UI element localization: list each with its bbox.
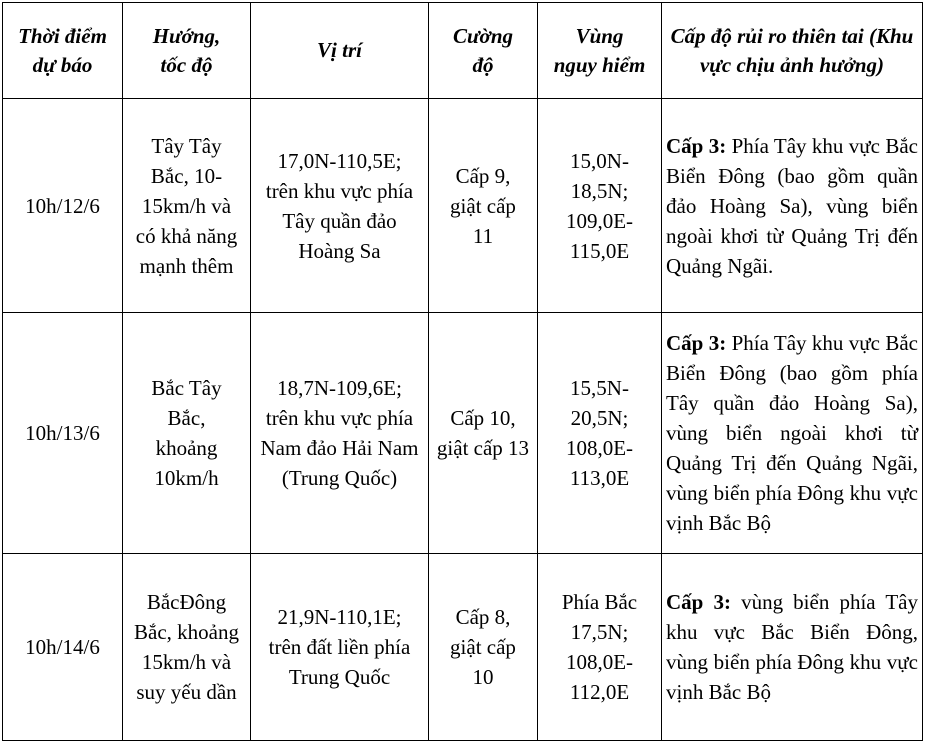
cell-danger-zone: 15,5N-20,5N; 108,0E-113,0E: [538, 313, 662, 554]
table-row: [3, 99, 923, 313]
header-time: Thời điểm dự báo: [3, 3, 123, 99]
cell-intensity: Cấp 9, giật cấp 11: [429, 99, 538, 313]
cell-position: 21,9N-110,1E; trên đất liền phía Trung Quốc: [251, 554, 429, 741]
header-direction: Hướng, tốc độ: [123, 3, 251, 99]
risk-area-text: vùng biển phía Tây khu vực Bắc Biển Đông, vùng biển phía Đông khu vực vịnh Bắc Bộ: [666, 590, 918, 704]
cell-direction: Tây Tây Bắc, 10-15km/h và có khả năng mạnh thêm: [123, 99, 251, 313]
cell-danger-zone: 15,0N-18,5N; 109,0E-115,0E: [538, 99, 662, 313]
header-row: [3, 3, 923, 99]
table-row: [3, 313, 923, 554]
cell-position: 17,0N-110,5E; trên khu vực phía Tây quần đảo Hoàng Sa: [251, 99, 429, 313]
table-row: [3, 554, 923, 741]
cell-direction: Bắc Tây Bắc, khoảng 10km/h: [123, 313, 251, 554]
risk-level-label: Cấp 3:: [666, 590, 731, 614]
cell-danger-zone: Phía Bắc 17,5N; 108,0E-112,0E: [538, 554, 662, 741]
header-intensity: Cường độ: [429, 3, 538, 99]
risk-area-text: Phía Tây khu vực Bắc Biển Đông (bao gồm quần đảo Hoàng Sa), vùng biển ngoài khơi từ Quảng Trị đến Quảng Ngãi.: [666, 133, 918, 278]
cell-risk: [662, 99, 923, 313]
cell-time: 10h/13/6: [3, 313, 123, 554]
risk-level-label: Cấp 3:: [666, 133, 727, 158]
risk-level-label: Cấp 3:: [666, 331, 727, 355]
cell-position: 18,7N-109,6E; trên khu vực phía Nam đảo Hải Nam (Trung Quốc): [251, 313, 429, 554]
risk-area-text: Phía Tây khu vực Bắc Biển Đông (bao gồm phía Tây quần đảo Hoàng Sa), vùng biển ngoài khơi từ Quảng Trị đến Quảng Ngãi, vùng biển phía Đông khu vực vịnh Bắc Bộ: [666, 331, 918, 535]
cell-time: 10h/14/6: [3, 554, 123, 741]
cell-risk: [662, 554, 923, 741]
header-position: Vị trí: [251, 3, 429, 99]
cell-direction: BắcĐông Bắc, khoảng 15km/h và suy yếu dần: [123, 554, 251, 741]
cell-risk: [662, 313, 923, 554]
header-risk-level: Cấp độ rủi ro thiên tai (Khu vực chịu ảnh hưởng): [662, 3, 923, 99]
cell-intensity: Cấp 10, giật cấp 13: [429, 313, 538, 554]
cell-intensity: Cấp 8, giật cấp 10: [429, 554, 538, 741]
cell-time: 10h/12/6: [3, 99, 123, 313]
header-danger-zone: Vùng nguy hiểm: [538, 3, 662, 99]
forecast-table: [2, 2, 923, 741]
